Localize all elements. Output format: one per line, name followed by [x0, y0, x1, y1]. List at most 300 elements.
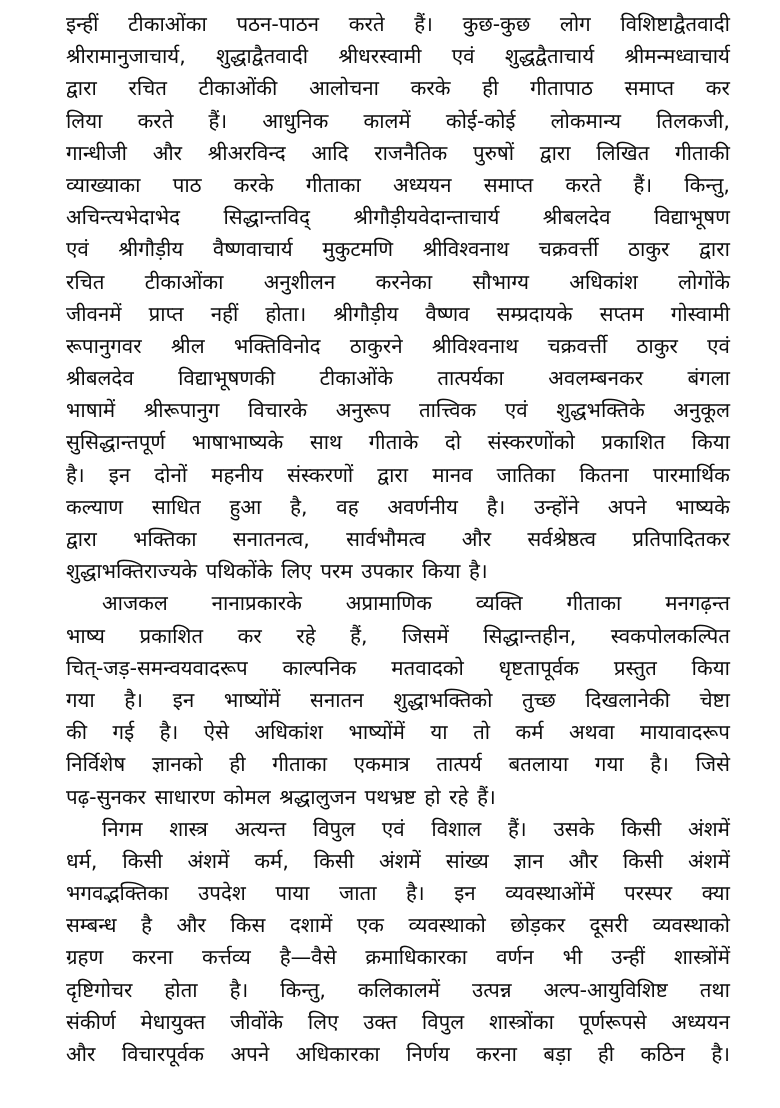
text-body [66, 8, 730, 1070]
word: अवर्णनीय [387, 494, 458, 519]
word: रहे [449, 784, 469, 809]
word: टीकाओंके [319, 366, 393, 391]
text-line [66, 813, 730, 845]
word: अंशमें [187, 848, 230, 873]
word: तिलकजी, [656, 108, 730, 133]
word: व्यवस्थाको [408, 913, 486, 938]
word: और [176, 913, 206, 938]
text-line [66, 298, 730, 330]
word: एवं [451, 44, 475, 69]
word: गोस्वामी [670, 301, 730, 326]
word: गीताका [305, 172, 361, 197]
word: किसी [621, 816, 662, 841]
word: विपुल [312, 816, 356, 841]
word: हैं। [477, 784, 496, 809]
word: कितना [579, 462, 629, 487]
word: समाप्त [483, 172, 534, 197]
word: आदि [311, 140, 349, 165]
word: उत्पन्न [472, 977, 512, 1002]
word: तात्त्विक [418, 398, 477, 423]
word: भाष्योंमें [223, 687, 281, 712]
word: उपदेश [198, 881, 246, 906]
word: और [568, 848, 598, 873]
text-line [66, 1038, 730, 1070]
word: विशाल [431, 816, 482, 841]
word: विद्याभूषणकी [178, 366, 276, 391]
word: गीतापाठ [530, 76, 593, 101]
word: अध्ययन [671, 1009, 730, 1034]
word: दिखलानेकी [585, 687, 670, 712]
word: नहीं [210, 301, 239, 326]
word: वैष्णवाचार्य [212, 237, 293, 262]
word: की [66, 720, 88, 745]
word: भाषामें [66, 398, 116, 423]
word: श्रीधरस्वामी [338, 44, 422, 69]
word: किसी [622, 848, 664, 873]
word: करना [476, 1042, 517, 1066]
text-line [66, 1006, 730, 1038]
word: लिए [281, 559, 312, 584]
text-line [66, 266, 730, 298]
word: श्रीमन्मध्वाचार्य [624, 44, 730, 69]
word: अथवा [569, 720, 615, 745]
word: द्वारा [699, 237, 730, 262]
word: भाषाभाष्यके [191, 430, 284, 455]
word: विपुल [421, 1009, 465, 1034]
word: वर्णन [496, 945, 534, 970]
word: टीकाओंकी [198, 76, 278, 101]
word: मनगढ़न्त [665, 591, 730, 616]
word: लोगोंके [678, 269, 730, 294]
word: शुद्धाभक्तिको [393, 687, 493, 712]
word: भी [562, 945, 583, 970]
word: कोई-कोई [445, 108, 516, 133]
word: पथिकोंके [205, 559, 273, 584]
word: आलोचना [309, 76, 379, 101]
text-line [66, 652, 730, 684]
word: कल्याण [66, 494, 124, 519]
word: हैं। [208, 108, 228, 133]
word: क्रमाधिकारका [365, 945, 468, 970]
word: किया [691, 430, 730, 455]
paragraph [66, 8, 730, 587]
word: अधिकांश [569, 269, 638, 294]
word: भाष्योंमें [348, 720, 405, 745]
word: शुद्धाभक्तिराज्यके [66, 559, 198, 584]
word: निर्विशेष [66, 752, 126, 777]
word: अप्रामाणिक [345, 591, 432, 616]
word: कठिन [640, 1042, 685, 1066]
word: है। [159, 720, 179, 745]
word: किसी [313, 848, 355, 873]
word: वैष्णव [425, 301, 470, 326]
word: निर्णय [406, 1042, 450, 1066]
word: साथ [309, 430, 343, 455]
word: जीवोंके [230, 1009, 284, 1034]
word: प्रस्तुत [613, 655, 657, 680]
word: किन्तु, [280, 977, 326, 1002]
word: हुआ [229, 494, 262, 519]
word: श्रीगौड़ीय [118, 237, 184, 262]
text-line [66, 587, 730, 619]
word: एवं [504, 398, 528, 423]
word: लिए [307, 1009, 339, 1034]
word: है। [229, 977, 249, 1002]
word: लोग [559, 12, 591, 36]
word: गीताकी [675, 140, 730, 165]
word: अधिकांश [254, 720, 323, 745]
word: सुसिद्धान्तपूर्ण [66, 430, 166, 455]
word: प्रकाशित [139, 623, 204, 648]
text-line [66, 941, 730, 973]
word: छोड़कर [510, 913, 566, 938]
word: होता। [265, 301, 307, 326]
word: साधित [151, 494, 201, 519]
word: करते [348, 12, 385, 36]
word: उक्त [363, 1009, 398, 1034]
word: ही [597, 1042, 615, 1066]
paragraph [66, 813, 730, 1071]
word: सनातनत्व, [232, 527, 310, 551]
word: उसके [553, 816, 595, 841]
word: है [141, 913, 152, 938]
word: समाप्त [624, 76, 675, 101]
word: गीताका [566, 591, 622, 616]
word: इन [454, 881, 476, 906]
text-line [66, 40, 730, 72]
word: राजनैतिक [374, 140, 448, 165]
text-line [66, 845, 730, 877]
word: दशामें [289, 913, 333, 938]
word: आजकल [102, 591, 168, 616]
word: अनुरूप [335, 398, 391, 423]
word: तो [473, 720, 491, 745]
word: जिसमें [402, 623, 449, 648]
word: ही [229, 752, 246, 777]
word: आधुनिक [262, 108, 329, 133]
word: है। [469, 559, 488, 584]
word: गान्धीजी [66, 140, 127, 165]
word: अचिन्त्यभेदाभेद [66, 205, 181, 230]
word: गया [66, 687, 95, 712]
word: पाठ [172, 172, 202, 197]
word: है। [650, 752, 669, 777]
word: एकमात्र [353, 752, 410, 777]
word: शास्त्रोंमें [673, 945, 730, 970]
text-line [66, 394, 730, 426]
text-line [66, 8, 730, 40]
word: सार्वभौमत्व [346, 527, 426, 551]
word: ज्ञानको [151, 752, 203, 777]
word: श्रीअरविन्द [207, 140, 286, 165]
word: उपकार [361, 559, 414, 584]
word: श्रीबलदेव [66, 366, 134, 391]
word: श्रद्धालुजन [279, 784, 356, 809]
word: कोमल [223, 784, 271, 809]
word: लोकमान्य [550, 108, 622, 133]
word: एवं [66, 237, 89, 262]
word: दो [444, 430, 462, 455]
text-line [66, 523, 730, 555]
word: या [430, 720, 448, 745]
word: महनीय [211, 462, 264, 487]
word: श्रीविश्वनाथ [431, 333, 519, 358]
word: मायावादरूप [639, 720, 730, 745]
word: निगम [102, 816, 143, 841]
text-line [66, 459, 730, 491]
word: करनेका [375, 269, 433, 294]
word: अवलम्बनकर [548, 366, 644, 391]
word: प्राप्त [148, 301, 184, 326]
word: किसी [122, 848, 163, 873]
word: शुद्धभक्तिके [556, 398, 645, 423]
word: हैं। [508, 816, 527, 841]
word: अनुशीलन [263, 269, 336, 294]
word: चक्रवर्त्ती [547, 333, 608, 358]
word: मानव [432, 462, 473, 487]
word: इन्हीं [66, 12, 99, 36]
word: परम [320, 559, 353, 584]
word: व्यवस्थाओंमें [505, 881, 595, 906]
word: द्वारा [66, 76, 97, 101]
word: किन्तु, [684, 172, 730, 197]
word: बड़ा [543, 1042, 572, 1066]
word: बतलाया [508, 752, 569, 777]
word: कर्म [515, 720, 544, 745]
word: पाया [275, 881, 310, 906]
text-line [66, 330, 730, 362]
word: चेष्टा [699, 687, 730, 712]
word: मुकुटमणि [322, 237, 394, 262]
word: पूर्णरूपसे [578, 1009, 647, 1034]
word: जीवनमें [66, 301, 122, 326]
word: एवं [707, 333, 730, 358]
word: करके [410, 76, 451, 101]
word: भगवद्भक्तिका [66, 881, 169, 906]
word: तुच्छ [522, 687, 556, 712]
word: गई [112, 720, 135, 745]
word: किस [230, 913, 266, 938]
word: ज्ञान [513, 848, 544, 873]
word: श्रीरामानुजाचार्य, [66, 44, 186, 69]
word: संकीर्ण [66, 1009, 116, 1034]
word: ठाकुर [628, 237, 670, 262]
word: अल्प-आयुविशिष्ट [543, 977, 668, 1002]
word: जातिका [496, 462, 556, 487]
text-line [66, 781, 730, 813]
word: श्रीगौड़ीयवेदान्ताचार्य [353, 205, 500, 230]
word: दूसरी [589, 913, 629, 938]
word: रचित [66, 269, 105, 294]
word: लिखित [596, 140, 650, 165]
word: उन्होंने [534, 494, 579, 519]
word: और [66, 1042, 96, 1066]
word: तथा [699, 977, 730, 1002]
word: इन [108, 462, 131, 487]
word: है। [66, 462, 85, 487]
word: धृष्टतापूर्वक [498, 655, 580, 680]
word: है। [124, 687, 144, 712]
text-line [66, 137, 730, 169]
text-line [66, 105, 730, 137]
word: पथभ्रष्ट [364, 784, 416, 809]
word: द्वारा [539, 140, 571, 165]
word: कर [237, 623, 262, 648]
word: गया [594, 752, 624, 777]
word: विशिष्टाद्वैतवादी [620, 12, 730, 36]
word: पारमार्थिक [652, 462, 730, 487]
word: सम्प्रदायके [496, 301, 573, 326]
word: सम्बन्ध [66, 913, 117, 938]
word: सप्तम [599, 301, 644, 326]
word: करते [565, 172, 602, 197]
word: है, [290, 494, 308, 519]
word: द्वारा [66, 527, 97, 551]
word: रहे [296, 623, 316, 648]
word: काल्पनिक [282, 655, 357, 680]
word: अंशमें [688, 816, 730, 841]
word: करके [233, 172, 274, 197]
word: सांख्य [445, 848, 489, 873]
word: शास्त्रोंका [488, 1009, 554, 1034]
word: ठाकुर [636, 333, 678, 358]
text-line [66, 877, 730, 909]
word: लिया [66, 108, 103, 133]
word: सिद्धान्तहीन, [483, 623, 577, 648]
word: जिसे [695, 752, 730, 777]
word: होता [164, 977, 198, 1002]
word: शुद्धाद्वैतवादी [216, 44, 309, 69]
paragraph [66, 587, 730, 812]
word: तात्पर्य [436, 752, 482, 777]
word: कर्त्तव्य [202, 945, 251, 970]
word: अधिकारका [295, 1042, 380, 1066]
word: हैं, [350, 623, 368, 648]
word: सिद्धान्तविद् [223, 205, 310, 230]
word: करना [132, 945, 174, 970]
word: चक्रवर्त्ती [538, 237, 599, 262]
word: कर्म, [254, 848, 289, 873]
word: विद्याभूषण [653, 205, 730, 230]
word: रचित [128, 76, 167, 101]
text-line [66, 491, 730, 523]
word: शास्त्र [169, 816, 208, 841]
word: हो [424, 784, 441, 809]
word: गीताका [272, 752, 328, 777]
word: प्रतिपादितकर [632, 527, 730, 551]
word: वह [336, 494, 359, 519]
word: भक्तिविनोद [233, 333, 321, 358]
word: संस्करणोंको [487, 430, 575, 455]
word: साधारण [154, 784, 215, 809]
text-line [66, 974, 730, 1006]
word: हैं। [633, 172, 653, 197]
word: कलिकालमें [357, 977, 441, 1002]
word: श्रीविश्वनाथ [422, 237, 510, 262]
word: अपने [230, 1042, 270, 1066]
word: पुरुषों [473, 140, 515, 165]
word: उन्हीं [611, 945, 645, 970]
word: जाता [338, 881, 377, 906]
word: और [461, 527, 492, 551]
text-line [66, 362, 730, 394]
word: धर्म, [66, 848, 98, 873]
word: अध्ययन [393, 172, 452, 197]
word: श्रीबलदेव [542, 205, 611, 230]
text-line [66, 426, 730, 458]
word: परस्पर [624, 881, 673, 906]
word: और [152, 140, 183, 165]
word: दोनों [154, 462, 188, 487]
word: मेधायुक्त [140, 1009, 206, 1034]
word: क्या [701, 881, 730, 906]
word: कालमें [363, 108, 411, 133]
word: चित्-जड़-समन्वयवादरूप [66, 655, 248, 680]
word: व्यक्ति [475, 591, 523, 616]
word: है। [711, 1042, 730, 1066]
word: अत्यन्त [234, 816, 287, 841]
text-line [66, 201, 730, 233]
word: श्रीरूपानुग [143, 398, 220, 423]
word: विचारके [247, 398, 308, 423]
text-line [66, 233, 730, 265]
text-line [66, 620, 730, 652]
word: भाष्यके [675, 494, 730, 519]
word: करते [137, 108, 174, 133]
word: एवं [381, 816, 405, 841]
word: प्रकाशित [601, 430, 666, 455]
word: गीताके [368, 430, 419, 455]
word: है। [406, 881, 425, 906]
word: संस्करणों [287, 462, 354, 487]
word: तात्पर्यका [437, 366, 504, 391]
word: स्वकपोलकल्पित [610, 623, 730, 648]
word: कुछ-कुछ [462, 12, 531, 36]
text-line [66, 684, 730, 716]
word: द्वारा [377, 462, 409, 487]
word: व्याख्याका [66, 172, 141, 197]
word: नानाप्रकारके [211, 591, 302, 616]
word: एक [356, 913, 384, 938]
text-line [66, 169, 730, 201]
word: सर्वश्रेष्ठत्व [527, 527, 597, 551]
word: इन [172, 687, 195, 712]
text-line [66, 555, 730, 587]
word: श्रील [170, 333, 205, 358]
word: शुद्धद्वैताचार्य [504, 44, 595, 69]
text-line [66, 716, 730, 748]
word: है—वैसे [279, 945, 337, 970]
word: हैं। [414, 12, 433, 36]
word: अपने [607, 494, 647, 519]
word: किया [691, 655, 730, 680]
word: ही [482, 76, 499, 101]
word: अनुकूल [673, 398, 730, 423]
word: श्रीगौड़ीय [333, 301, 399, 326]
word: ऐसे [203, 720, 229, 745]
word: सनातन [310, 687, 364, 712]
word: भक्तिका [133, 527, 197, 551]
word: टीकाओंका [128, 12, 207, 36]
word: व्यवस्थाको [652, 913, 730, 938]
word: भाष्य [66, 623, 105, 648]
text-line [66, 748, 730, 780]
word: सौभाग्य [472, 269, 529, 294]
word: पढ़-सुनकर [66, 784, 146, 809]
text-line [66, 72, 730, 104]
word: मतवादको [391, 655, 464, 680]
word: कर [705, 76, 730, 101]
